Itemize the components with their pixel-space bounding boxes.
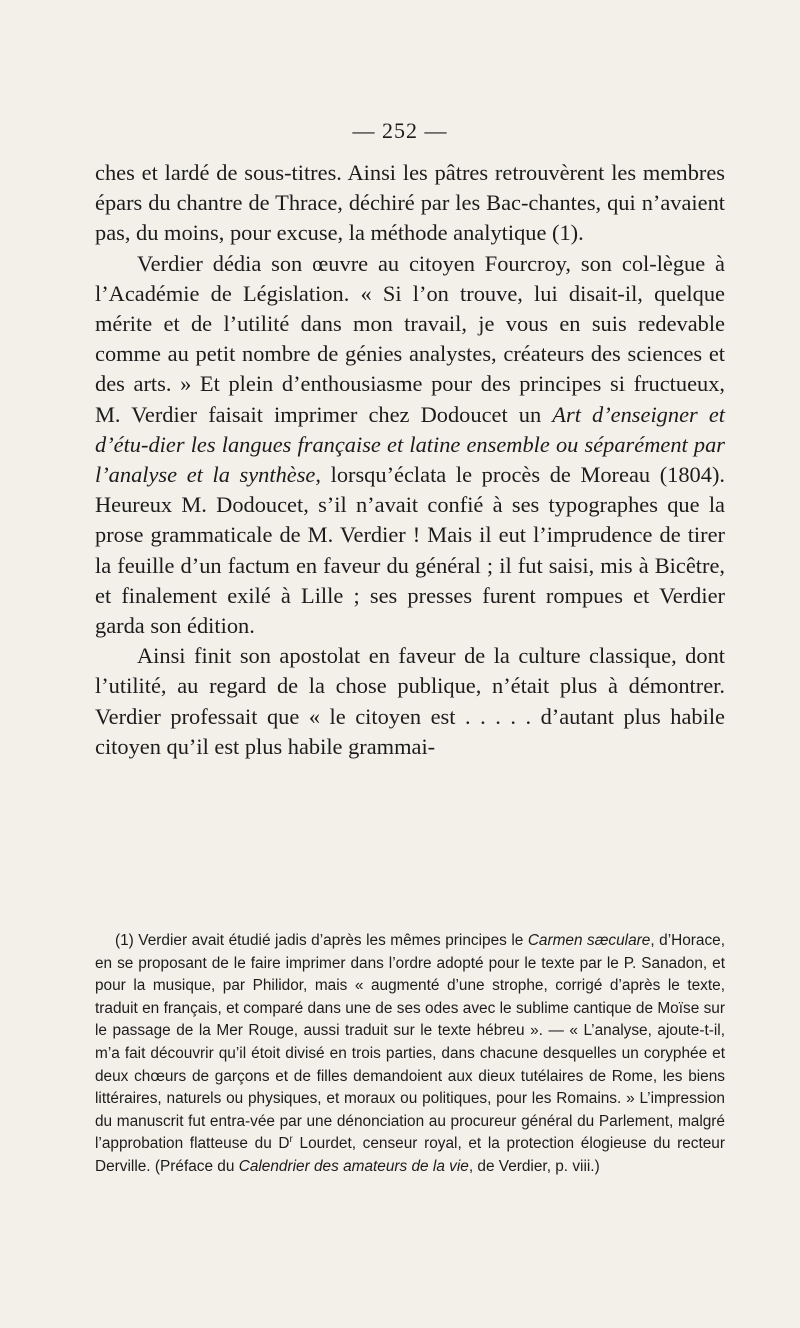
paragraph-2-part-a: Verdier dédia son œuvre au citoyen Fourcroy, son col-lègue à l’Académie de Législation. « Si l’on trouve, lui disait-il, quelque mérite et de l’utilité dans mon travail, je vous en suis redevable comme au petit nombre de génies analystes, créateurs des sciences et des arts. » Et plein d’enthousiasme pour des principes si fructueux, M. Verdier faisait imprimer chez Dodoucet un bbox=[95, 250, 725, 427]
footnote-dr-superscript: r bbox=[289, 1134, 293, 1146]
book-title-italic: Art d’enseigner et d’étu-dier les langues française et latine ensemble ou séparément par l’analyse et la synthèse bbox=[95, 401, 726, 488]
footnote-part-d: , de Verdier, p. viii.) bbox=[468, 1157, 600, 1175]
footnote-part-b: , d’Horace, en se proposant de le faire imprimer dans l’ordre adopté pour le texte par le P. Sanadon, et pour la musique, par Philidor, mais « augmenté d’une strophe, corrigé d’après le texte, traduit en français, et comparé dans une de ses odes avec le sublime cantique de Moïse sur le passage de la Mer Rouge, aussi traduit sur le texte hébreu ». — « L’analyse, ajoute-t-il, m’a fait découvrir qu’il étoit divisé en trois parties, dans chacune desquelles un coryphée et deux chœurs de garçons et de filles demandoient aux dieux tutélaires de Rome, les biens littéraires, naturels ou physiques, et moraux ou politiques, pour les Romains. » L’impression du manuscrit fut entra-vée par une dénonciation au procureur général du Parlement, malgré l’approbation flatteuse du D bbox=[95, 932, 726, 1153]
footnote-part-c: Lourdet, censeur royal, et la protection élogieuse du recteur Derville. (Préface du bbox=[95, 1135, 725, 1175]
footnote-italic-calendrier: Calendrier des amateurs de la vie bbox=[238, 1157, 469, 1175]
main-text bbox=[95, 158, 725, 762]
paragraph-2 bbox=[95, 249, 725, 642]
footnote-1 bbox=[95, 930, 725, 1179]
page-number: — 252 — bbox=[352, 118, 448, 143]
footnote-block bbox=[95, 930, 725, 1179]
footnote-italic-carmen: Carmen sæculare bbox=[527, 932, 651, 949]
paragraph-3: Ainsi finit son apostolat en faveur de la culture classique, dont l’utilité, au regard de la chose publique, n’était plus à démontrer. Verdier professait que « le citoyen est . . . . . d’autant plus habile citoyen qu’il est plus habile grammai- bbox=[95, 643, 725, 759]
footnote-part-a: (1) Verdier avait étudié jadis d’après les mêmes principes le bbox=[115, 932, 528, 949]
paragraph-1: ches et lardé de sous-titres. Ainsi les pâtres retrouvèrent les membres épars du chantre de Thrace, déchiré par les Bac-chantes, qui n’avaient pas, du moins, pour excuse, la méthode analytique (1). bbox=[95, 160, 725, 246]
paragraph-2-part-b: , lorsqu’éclata le procès de Moreau (1804). Heureux M. Dodoucet, s’il n’avait confié à ses typographes que la prose grammaticale de M. Verdier ! Mais il eut l’imprudence de tirer la feuille d’un factum en faveur du général ; il fut saisi, mis à Bicêtre, et finalement exilé à Lille ; ses presses furent rompues et Verdier garda son édition. bbox=[95, 462, 725, 639]
